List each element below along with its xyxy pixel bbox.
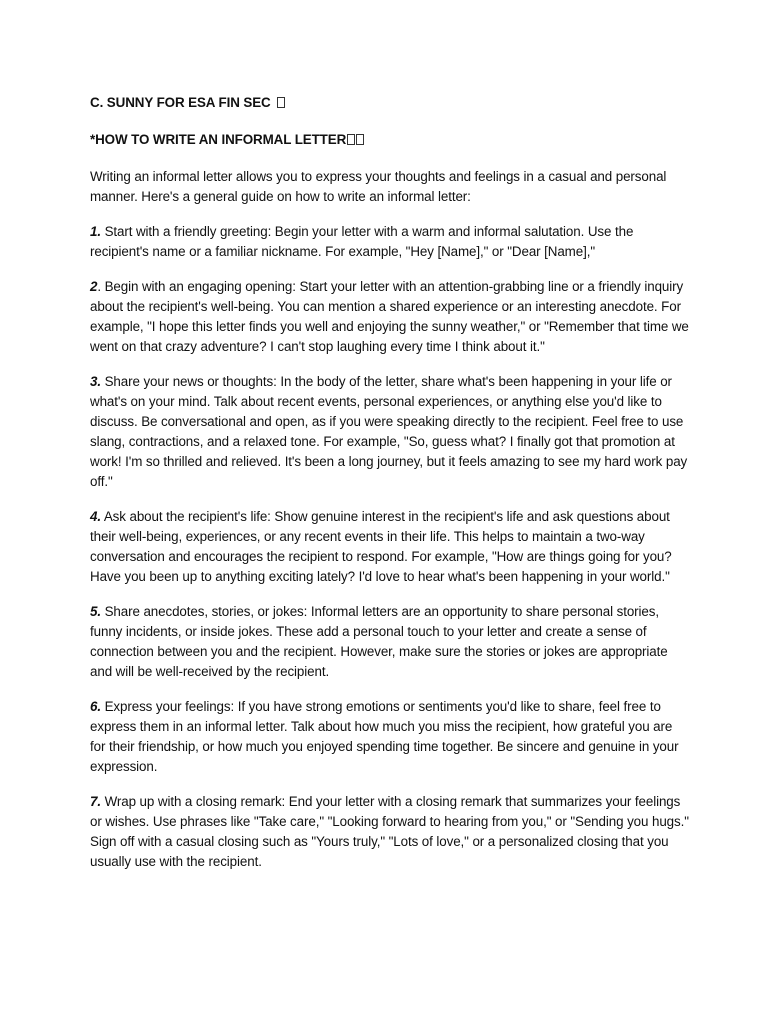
section-heading-text: *HOW TO WRITE AN INFORMAL LETTER: [90, 132, 347, 147]
step-number: 5.: [90, 604, 101, 619]
step-text: Ask about the recipient's life: Show genuine interest in the recipient's life and ask questions about their well-being, experiences, or any recent events in their life. This helps to maintain a two-way conversation and encourages the recipient to respond. For example, "How are things going for you? Have you been up to anything exciting lately? I'd love to hear what's been happening in your world.": [90, 509, 672, 584]
section-heading: [90, 130, 690, 150]
document-page: [90, 93, 690, 887]
document-title: [90, 93, 690, 113]
missing-glyph-icon: [347, 134, 355, 145]
step-number: 7.: [90, 794, 101, 809]
step-paragraph: [90, 222, 690, 262]
step-paragraph: [90, 792, 690, 872]
step-text: Start with a friendly greeting: Begin your letter with a warm and informal salutation. Use the recipient's name or a familiar nickname. For example, "Hey [Name]," or "Dear [Name],": [90, 224, 634, 259]
step-text: Express your feelings: If you have strong emotions or sentiments you'd like to share, feel free to express them in an informal letter. Talk about how much you miss the recipient, how grateful you are for their friendship, or how much you enjoyed spending time together. Be sincere and genuine in your expression.: [90, 699, 679, 774]
step-paragraph: [90, 697, 690, 777]
step-number: 4.: [90, 509, 101, 524]
missing-glyph-icon: [277, 97, 285, 108]
step-number: 1.: [90, 224, 101, 239]
step-paragraph: [90, 602, 690, 682]
step-text: Share your news or thoughts: In the body of the letter, share what's been happening in your life or what's on your mind. Talk about recent events, personal experiences, or anything else you'd like to discuss. Be conversational and open, as if you were speaking directly to the recipient. Feel free to use slang, contractions, and a relaxed tone. For example, "So, guess what? I finally got that promotion at work! I'm so thrilled and relieved. It's been a long journey, but it feels amazing to see my hard work pay off.": [90, 374, 688, 489]
step-text: . Begin with an engaging opening: Start your letter with an attention-grabbing line or a friendly inquiry about the recipient's well-being. You can mention a shared experience or an interesting anecdote. For example, "I hope this letter finds you well and enjoying the sunny weather," or "Remember that time we went on that crazy adventure? I can't stop laughing every time I think about it.": [90, 279, 689, 354]
step-number: 2: [90, 279, 98, 294]
step-text: Share anecdotes, stories, or jokes: Informal letters are an opportunity to share personal stories, funny incidents, or inside jokes. These add a personal touch to your letter and create a sense of connection between you and the recipient. However, make sure the stories or jokes are appropriate and will be well-received by the recipient.: [90, 604, 668, 679]
step-paragraph: [90, 372, 690, 492]
step-number: 3.: [90, 374, 101, 389]
step-paragraph: [90, 277, 690, 357]
document-title-text: C. SUNNY FOR ESA FIN SEC: [90, 95, 271, 110]
missing-glyph-icon: [356, 134, 364, 145]
step-number: 6.: [90, 699, 101, 714]
step-text: Wrap up with a closing remark: End your letter with a closing remark that summarizes your feelings or wishes. Use phrases like "Take care," "Looking forward to hearing from you," or "Sending you hugs." Sign off with a casual closing such as "Yours truly," "Lots of love," or a personalized closing that you usually use with the recipient.: [90, 794, 689, 869]
step-paragraph: [90, 507, 690, 587]
intro-paragraph: Writing an informal letter allows you to express your thoughts and feelings in a casual and personal manner. Here's a general guide on how to write an informal letter:: [90, 169, 667, 204]
